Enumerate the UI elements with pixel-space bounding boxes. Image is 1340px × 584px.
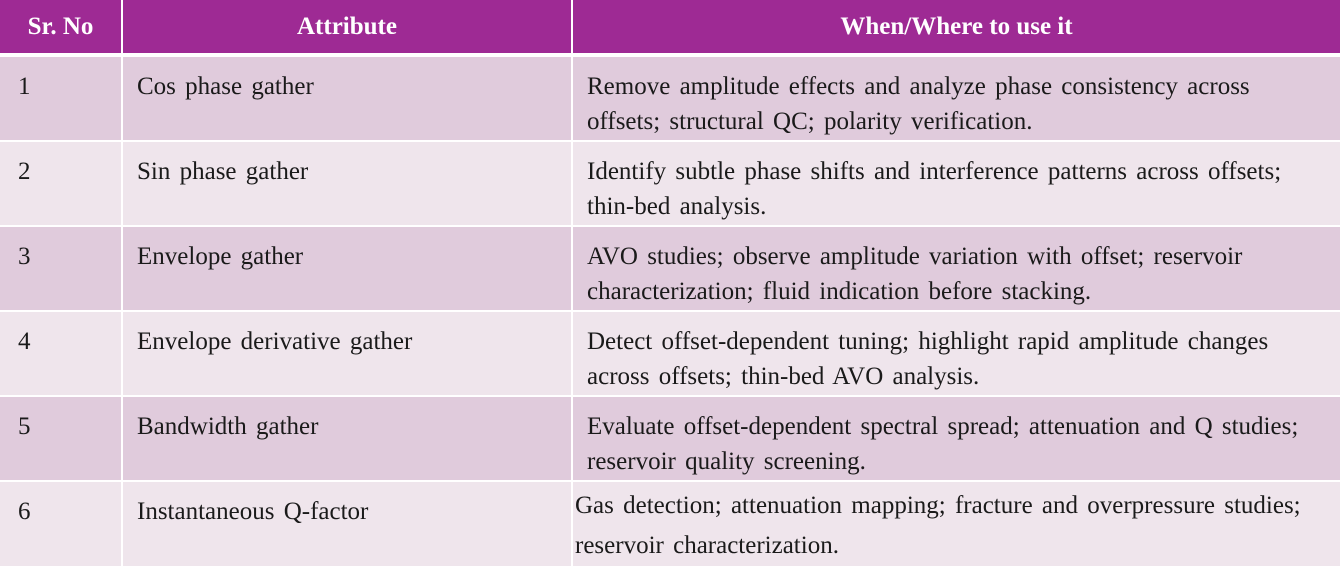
row-sr-no: 3 <box>0 227 123 312</box>
row-usage: Evaluate offset-dependent spectral spread; attenuation and Q studies; reservoir quality screening. <box>573 397 1340 482</box>
row-attribute: Bandwidth gather <box>123 397 573 482</box>
table-row <box>0 397 1340 482</box>
row-usage: AVO studies; observe amplitude variation with offset; reservoir characterization; fluid indication before stacking. <box>573 227 1340 312</box>
row-sr-no: 2 <box>0 142 123 227</box>
row-attribute: Instantaneous Q-factor <box>123 482 573 568</box>
row-attribute: Envelope gather <box>123 227 573 312</box>
table-row <box>0 57 1340 142</box>
header-sr-no: Sr. No <box>0 0 123 57</box>
header-when-where: When/Where to use it <box>573 0 1340 57</box>
header-attribute: Attribute <box>123 0 573 57</box>
row-sr-no: 4 <box>0 312 123 397</box>
row-attribute: Cos phase gather <box>123 57 573 142</box>
row-sr-no: 1 <box>0 57 123 142</box>
row-usage: Gas detection; attenuation mapping; fracture and overpressure studies; reservoir characterization. <box>573 482 1340 568</box>
row-attribute: Sin phase gather <box>123 142 573 227</box>
row-usage: Remove amplitude effects and analyze phase consistency across offsets; structural QC; polarity verification. <box>573 57 1340 142</box>
row-attribute: Envelope derivative gather <box>123 312 573 397</box>
row-sr-no: 6 <box>0 482 123 568</box>
table-header-row <box>0 0 1340 57</box>
row-usage: Identify subtle phase shifts and interference patterns across offsets; thin-bed analysis. <box>573 142 1340 227</box>
row-usage: Detect offset-dependent tuning; highlight rapid amplitude changes across offsets; thin-bed AVO analysis. <box>573 312 1340 397</box>
table-row <box>0 312 1340 397</box>
table-row <box>0 482 1340 568</box>
table-row <box>0 142 1340 227</box>
row-sr-no: 5 <box>0 397 123 482</box>
table-row <box>0 227 1340 312</box>
